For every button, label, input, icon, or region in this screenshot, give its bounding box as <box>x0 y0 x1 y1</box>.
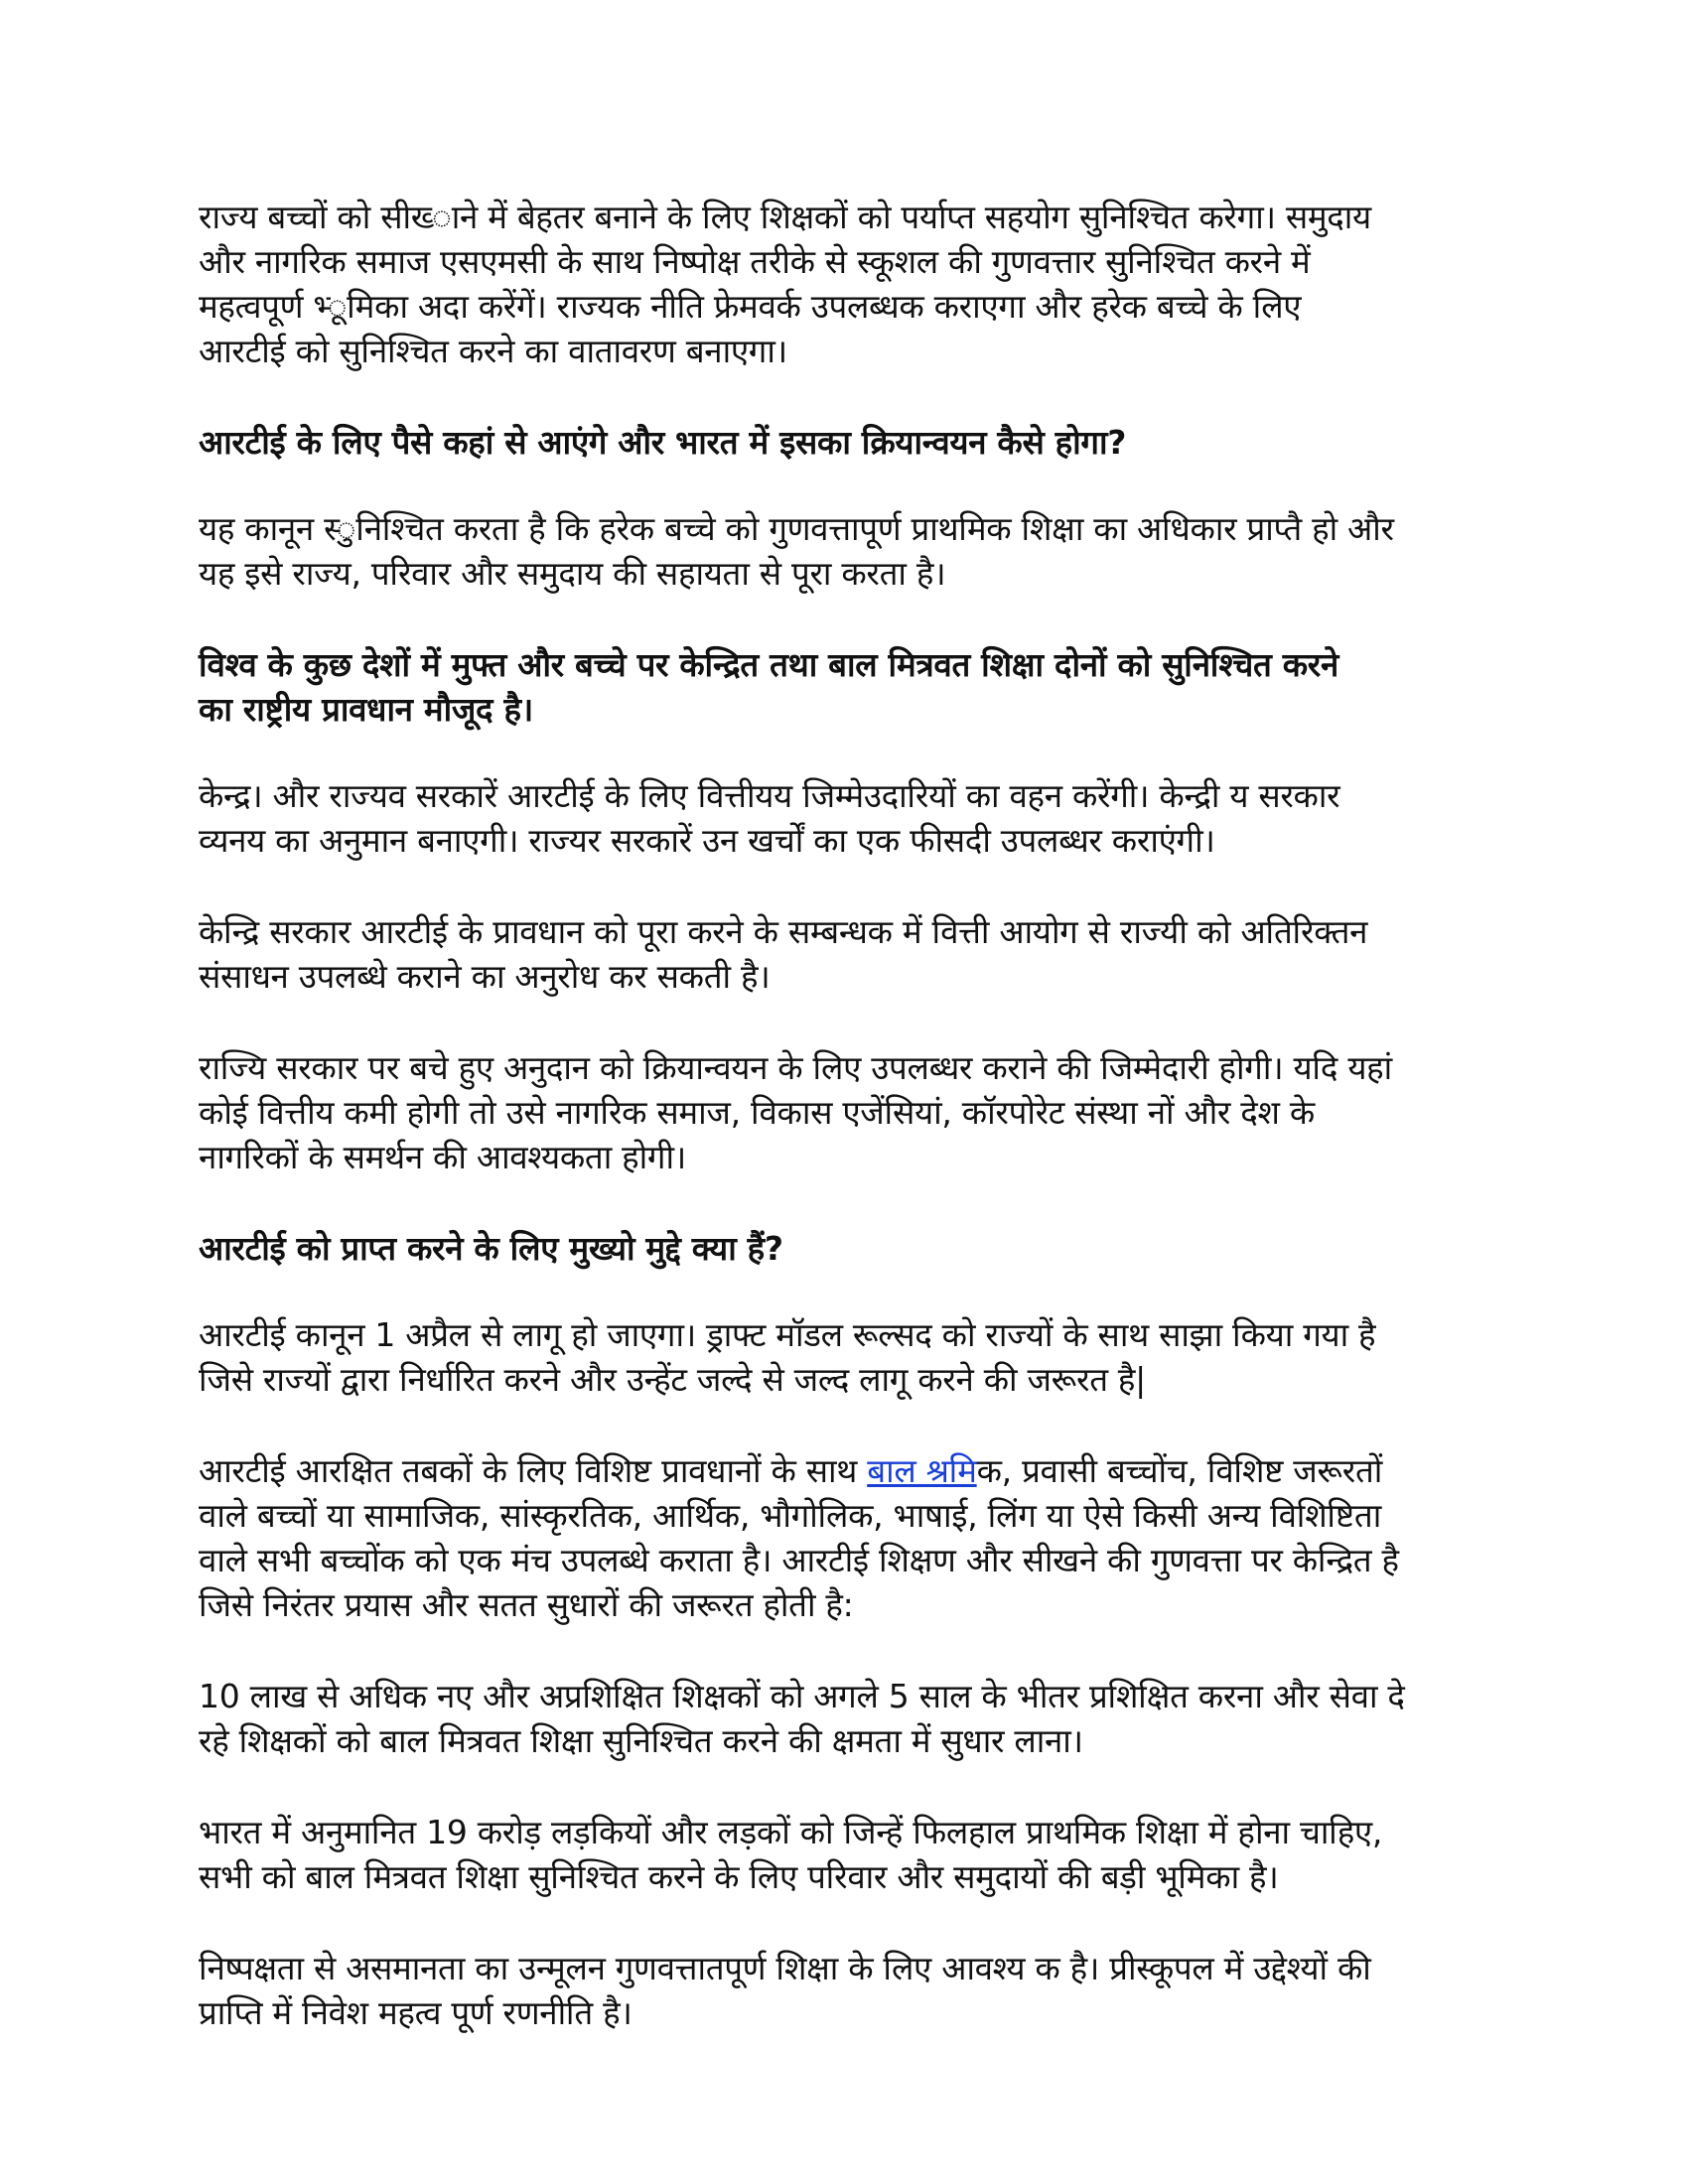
paragraph-children-estimate <box>199 1810 1489 1899</box>
paragraph-state-grant <box>199 1045 1489 1179</box>
text-line: कोई वित्तीय कमी होगी तो उसे नागरिक समाज, विकास एजेंसियां, कॉरपोरेट संस्था नों और देश के <box>199 1093 1315 1132</box>
text-line: महत्वपूर्ण भ्‍ूमिका अदा करेंगें। राज्यक नीति फ्रेमवर्क उपलब्धक कराएगा और हरेक बच्चेे के लिए <box>199 287 1302 326</box>
text-line: आरटीई कानून 1 अप्रैल से लागू हो जाएगा। ड्राफ्ट मॉडल रूल्सद को राज्यों के साथ साझा किया गया है <box>199 1315 1376 1354</box>
paragraph-teacher-training <box>199 1674 1489 1763</box>
text-line: जिसे निरंतर प्रयास और सतत सुधारों की जरूरत होती है: <box>199 1585 854 1624</box>
paragraph-finance-commission <box>199 909 1489 999</box>
heading-line: का राष्ट्रीय प्रावधान मौजूद है। <box>199 690 533 729</box>
text-line: राज्यि सरकार पर बचे हुए अनुदान को क्रियान्वयन के लिए उपलब्धर कराने की जिम्मेदारी होगी। यदि यहां <box>199 1048 1392 1087</box>
heading-line: आरटीई के लिए पैसे कहां से आएंगे और भारत में इसका क्रियान्वयन कैसे होगा? <box>199 423 1127 462</box>
paragraph-special-provisions <box>199 1448 1489 1627</box>
text-line: सभी को बाल मित्रवत शिक्षा सुनिश्चित करने के लिए परिवार और समुदायों की बड़ी भूमिका है। <box>199 1857 1279 1896</box>
text-line: संसाधन उपलब्धे कराने का अनुरोध कर सकती है। <box>199 957 771 996</box>
text-line: भारत में अनुमानित 19 करोड़ लड़कियों और लड़कों को जिन्हें फिलहाल प्राथमिक शिक्षा में होना चाहिए, <box>199 1813 1383 1851</box>
text-line: केन्द्र। और राज्यव सरकारें आरटीई के लिए वित्तीयय जिम्मेउदारियों का वहन करेंगी। केन्द्री य सरकार <box>199 776 1340 815</box>
heading-line: विश्व के कुछ देशों में मुफ्त और बच्चे पर केन्द्रित तथा बाल मित्रवत शिक्षा दोनों को सुनिश्चित करने <box>199 645 1338 684</box>
text-line: नागरिकों के समर्थन की आवश्यकता होगी। <box>199 1138 686 1176</box>
paragraph-law-ensures <box>199 506 1489 596</box>
paragraph-financial-responsibility <box>199 773 1489 863</box>
text-line: निष्पक्षता से असमानता का उन्मूलन गुणवत्तातपूर्ण शिक्षा के लिए आवश्य क है। प्रीस्कूपल में उद्देश्यों की <box>199 1949 1371 1987</box>
text-line: यह कानून स्‍ुनिश्चित करता है कि हरेक बच्चे को गुणवत्तापूर्ण प्राथमिक शिक्षा का अधिकार प्राप्तै हो और <box>199 509 1394 548</box>
text-line: और नागरिक समाज एसएमसी के साथ निष्पोक्ष तरीके से स्कूशल की गुणवत्तार सुनिश्चित करने में <box>199 242 1311 281</box>
text-line: 10 लाख से अधिक नए और अप्रशिक्षित शिक्षकों को अगले 5 साल के भीतर प्रशिक्षित करना और सेवा दे <box>199 1677 1405 1715</box>
text-line: आरटीई को सुनिश्चित करने का वातावरण बनाएगा। <box>199 332 787 370</box>
paragraph-rte-law-april <box>199 1312 1489 1402</box>
heading-funding <box>199 420 1489 465</box>
text-line <box>199 1448 1489 1493</box>
heading-line: आरटीई को प्राप्त करने के लिए मुख्यो मुद्दे क्या हैं? <box>199 1229 783 1268</box>
text-line: प्राप्ति में निवेश महत्व पूर्ण रणनीति है। <box>199 1993 633 2032</box>
document-body <box>199 195 1489 2082</box>
text-segment: आरटीई आरक्षित तबकों के लिए विशिष्ट प्रावधानों के साथ <box>199 1451 868 1490</box>
text-line: वाले बच्चों या सामाजिक, सांस्कृरतिक, आर्थिक, भौगोलिक, भाषाई, लिंग या ऐसे किसी अन्य विशिष्टिता <box>199 1496 1381 1535</box>
heading-key-issues <box>199 1226 1489 1271</box>
text-segment: क, प्रवासी बच्चोंच, विशिष्ट जरूरतों <box>976 1451 1383 1490</box>
text-line: केन्द्रि सरकार आरटीई के प्रावधान को पूरा करने के सम्बन्धक में वित्ती आयोग से राज्यी को अतिरिक्तन <box>199 912 1368 951</box>
paragraph-state-role <box>199 195 1489 373</box>
text-line: जिसे राज्यों द्वारा निर्धारित करने और उन्हेंट जल्दे से जल्द लागू करने की जरूरत है| <box>199 1360 1146 1399</box>
heading-world-countries <box>199 642 1489 732</box>
text-line: व्यनय का अनुमान बनाएगी। राज्यर सरकारें उन खर्चों का एक फीसदी उपलब्धर कराएंगी। <box>199 821 1215 860</box>
paragraph-equity <box>199 1946 1489 2035</box>
text-line: राज्य बच्चों को सीख्‍ाने में बेहतर बनाने के लिए शिक्षकों को पर्याप्त सहयोग सुनिश्चित करेगा। समुदाय <box>199 198 1371 236</box>
text-line: वाले सभी बच्चोंक को एक मंच उपलब्धे कराता है। आरटीई शिक्षण और सीखने की गुणवत्ता पर केन्द्रित है <box>199 1541 1399 1579</box>
child-labour-link[interactable]: बाल श्रमि <box>867 1451 977 1490</box>
text-line: रहे शिक्षकों को बाल मित्रवत शिक्षा सुनिश्चित करने की क्षमता में सुधार लाना। <box>199 1721 1083 1760</box>
text-line: यह इसे राज्य, परिवार और समुदाय की सहायता से पूरा करता है। <box>199 554 946 593</box>
